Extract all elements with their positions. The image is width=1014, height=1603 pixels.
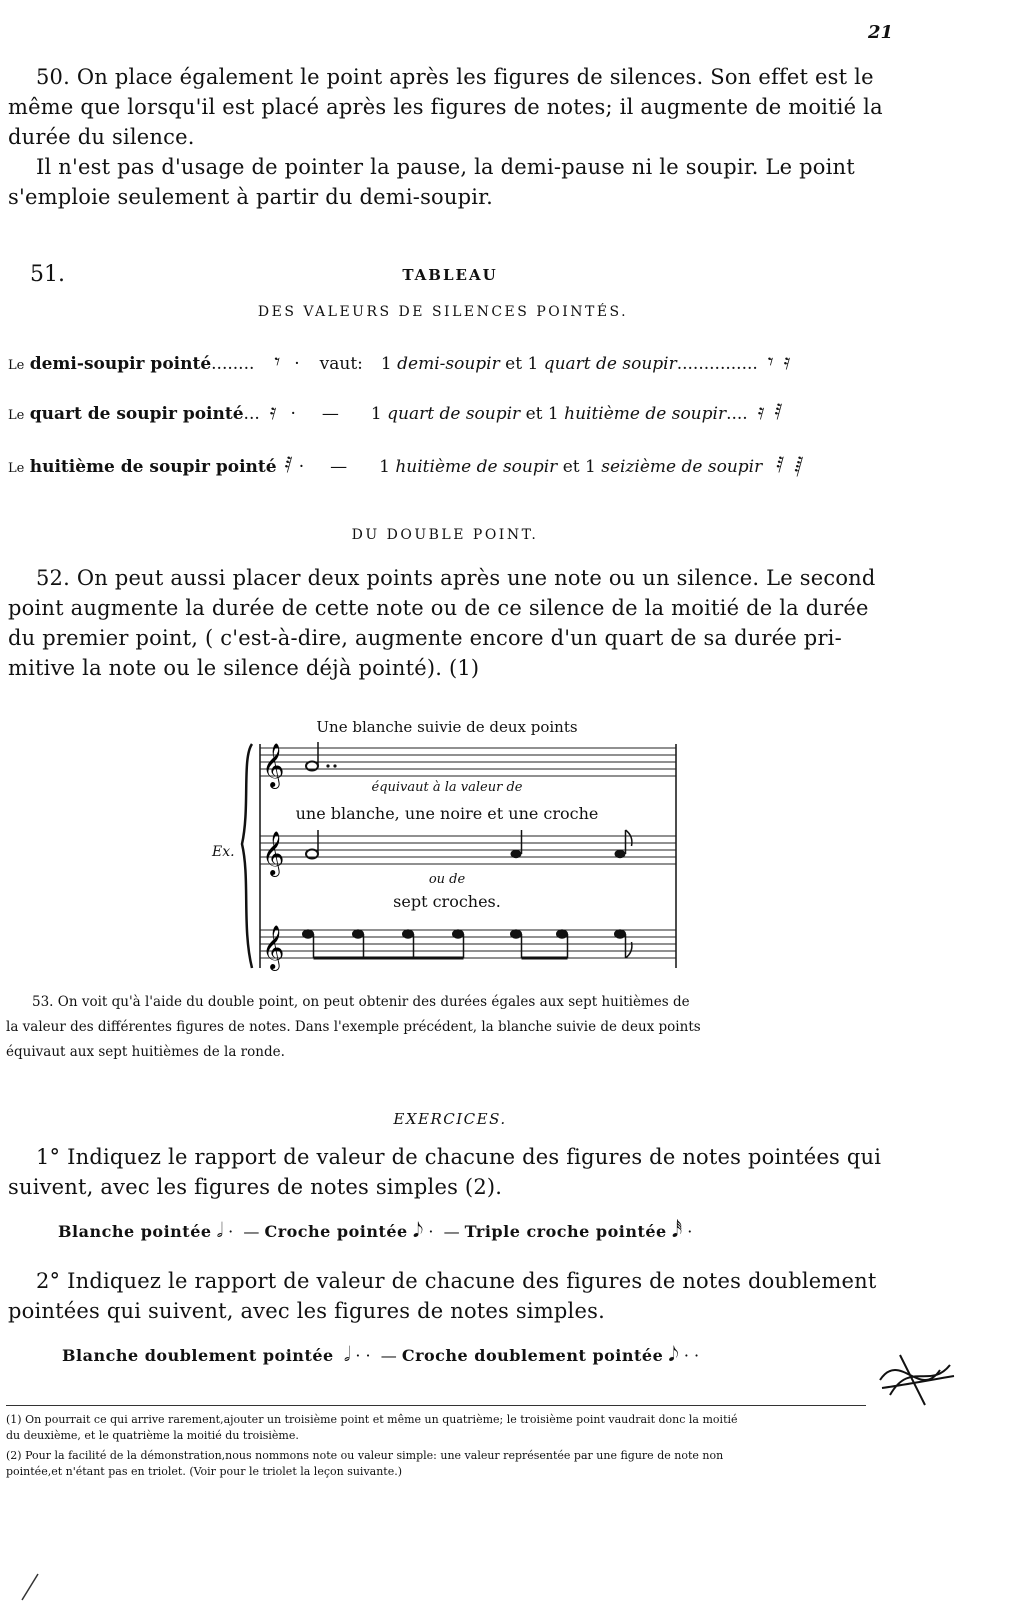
s53-line: équivaut aux sept huitièmes de la ronde. [6,1044,285,1060]
row-v2: quart de soupir [543,354,677,374]
footnote-line: (1) On pourrait ce qui arrive rarement,ajouter un troisième point et même un quatrième; le troisième point vaudrait donc la moitié [6,1413,738,1426]
noire-note-icon [511,850,522,858]
ex2-line: pointées qui suivent, avec les figures de notes simples. [8,1299,605,1323]
s50-line: Il n'est pas d'usage de pointer la pause, la demi-pause ni le soupir. Le point [36,155,855,179]
huitieme-de-soupir-icon: 𝅀 [284,453,293,478]
row-v1: quart de soupir [387,404,521,424]
section-51-number: 51. [30,262,65,287]
row-dots2: ............... [676,354,758,374]
footnote-2 [6,1448,896,1480]
row-name: huitième de soupir pointé [29,457,277,477]
example-mid-caption: une blanche, une noire et une croche [295,804,599,823]
row-equal: vaut: [319,354,363,374]
tableau-title: TABLEAU [402,266,498,284]
s50-line: s'emploie seulement à partir du demi-soupir. [8,185,493,209]
footnote-1 [6,1412,896,1444]
table-row [8,400,890,425]
section-52 [8,563,888,683]
brace-icon [242,744,252,968]
row-et: et [505,354,523,374]
footnote-line: pointée,et n'étant pas en triolet. (Voir pour le triolet la leçon suivante.) [6,1465,403,1478]
exercise-2-items: Blanche doublement pointée 𝅗𝅥 · · — Croche doublement pointée 𝅘𝅥𝅮 · · [62,1342,700,1366]
row-equal: — [330,457,348,477]
ex2-item: Croche doublement pointée [401,1346,664,1365]
triple-croche-note-icon: 𝅘𝅥𝅰 [671,1218,683,1242]
s50-line: 50. On place également le point après les figures de silences. Son effet est le [36,65,874,89]
row-name: quart de soupir pointé [29,404,244,424]
page-number: 21 [868,22,894,43]
row-prefix: Le [8,461,25,476]
ex1-item: Croche pointée [264,1222,408,1241]
dot-icon: · [290,404,296,424]
pencil-mark [16,1572,46,1602]
double-point-title: DU DOUBLE POINT. [351,527,539,543]
footnote-line: (2) Pour la facilité de la démonstration,nous nommons note ou valeur simple: une valeur représentée par une figure de note non [6,1449,724,1462]
s50-line: même que lorsqu'il est placé après les figures de notes; il augmente de moitié la [8,95,883,119]
s52-line: 52. On peut aussi placer deux points après une note ou un silence. Le second [36,566,876,590]
croche-note-icon: 𝅘𝅥𝅮 [412,1218,424,1242]
section-50 [8,62,888,212]
staff-2 [260,836,676,864]
table-row [8,453,890,478]
quart-de-soupir-icon: 𝄿 [757,400,765,425]
example-equiv: équivaut à la valeur de [371,780,523,795]
row-q1: 1 [380,354,392,374]
row-name: demi-soupir pointé [29,354,212,374]
ex2-item: Blanche doublement pointée [62,1346,334,1365]
dot-icon [333,764,336,767]
row-prefix: Le [8,408,25,423]
s53-line: la valeur des différentes figures de notes. Dans l'exemple précédent, la blanche suivie de deux points [6,1019,701,1035]
blanche-note-icon: 𝅗𝅥 [216,1218,224,1242]
quart-de-soupir-icon: 𝄿 [269,400,277,425]
row-prefix: Le [8,358,25,373]
ex1-item: Triple croche pointée [464,1222,667,1241]
treble-clef-icon: 𝄞 [262,925,285,969]
demi-soupir-icon: 𝄾 [274,350,281,375]
music-example [212,718,682,976]
exercices-title: EXERCICES. [393,1110,507,1128]
ex1-line: 1° Indiquez le rapport de valeur de chacune des figures de notes pointées qui [36,1145,882,1169]
ex1-item: Blanche pointée [58,1222,212,1241]
s52-line: du premier point, ( c'est-à-dire, augmente encore d'un quart de sa durée pri- [8,626,842,650]
exercise-2 [8,1266,888,1326]
table-row [8,350,890,375]
dot-icon [326,764,329,767]
dot-icon: · [298,457,305,477]
handwritten-mark [870,1340,960,1410]
row-q1: 1 [379,457,390,477]
staff-3 [260,930,676,958]
row-q2: 1 [585,457,596,477]
s50-line: durée du silence. [8,125,195,149]
row-equal: — [321,404,339,424]
treble-clef-icon: 𝄞 [262,831,285,875]
row-v2: seizième de soupir [601,457,763,477]
row-dots2: .... [726,404,748,424]
row-dots: ... [243,404,260,424]
s53-line: 53. On voit qu'à l'aide du double point, on peut obtenir des durées égales aux sept huitièmes de [32,994,690,1010]
example-ou-de: ou de [428,872,466,887]
row-q2: 1 [547,404,559,424]
ex2-line: 2° Indiquez le rapport de valeur de chacune des figures de notes doublement [36,1269,877,1293]
dot-icon: · [294,354,300,374]
music-staves [212,718,682,976]
footnote-line: du deuxième, et le quatrième la moitié du troisième. [6,1429,299,1442]
row-q1: 1 [370,404,382,424]
seizieme-de-soupir-icon: 𝅁 [794,453,804,478]
huitieme-de-soupir-icon: 𝅀 [776,453,785,478]
row-et: et [525,404,543,424]
ex1-line: suivent, avec les figures de notes simples (2). [8,1175,503,1199]
s52-line: point augmente la durée de cette note ou de ce silence de la moitié de la durée [8,596,869,620]
quart-de-soupir-icon: 𝄿 [783,350,791,375]
croche-note-icon: 𝅘𝅥𝅮 [668,1342,679,1366]
example-label: Ex. [212,844,235,860]
tableau-subtitle: DES VALEURS DE SILENCES POINTÉS. [257,304,629,320]
example-bottom-caption: sept croches. [393,892,501,911]
example-top-caption: Une blanche suivie de deux points [316,718,578,736]
row-dots: ........ [211,354,255,374]
section-53 [6,990,896,1065]
exercise-1 [8,1142,888,1202]
demi-soupir-icon: 𝄾 [767,350,774,375]
treble-clef-icon: 𝄞 [262,743,285,787]
exercise-1-items: Blanche pointée 𝅗𝅥 · — Croche pointée 𝅘𝅥𝅮 · — Triple croche pointée 𝅘𝅥𝅰 · [58,1218,693,1242]
row-q2: 1 [527,354,539,374]
row-et: et [562,457,580,477]
staff-1 [260,748,676,776]
row-v1: huitième de soupir [395,457,558,477]
huitieme-de-soupir-icon: 𝅀 [774,400,783,425]
row-v2: huitième de soupir [564,404,727,424]
blanche-note-icon: 𝅗𝅥 [343,1342,351,1366]
row-v1: demi-soupir [397,354,500,374]
s52-line: mitive la note ou le silence déjà pointé). (1) [8,656,480,680]
croche-note-icon [615,850,626,858]
footnote-separator [6,1405,866,1406]
